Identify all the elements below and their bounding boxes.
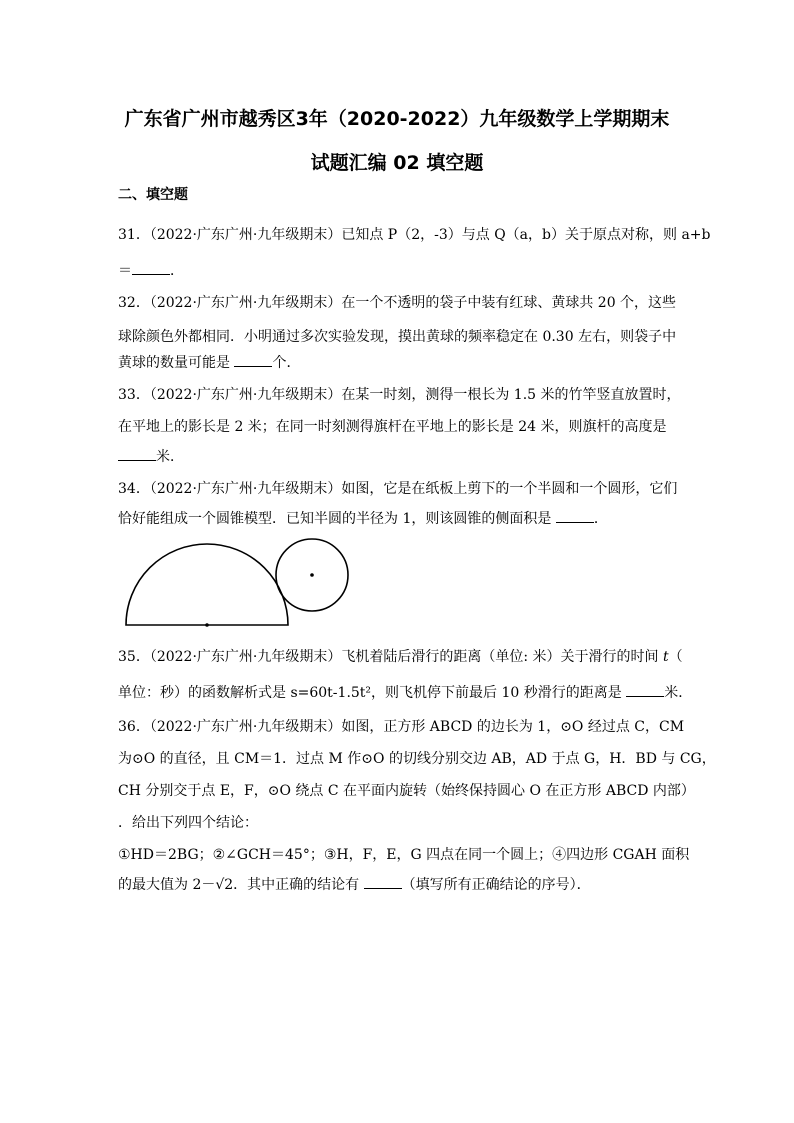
semicircle-and-circle-figure	[118, 530, 358, 630]
q32-line-2: 球除颜色外都相同．小明通过多次实验发现，摸出黄球的频率稳定在 0.30 左右，则袋子中	[118, 329, 677, 345]
semicircle-shape	[126, 544, 288, 625]
q34-line-2	[118, 508, 688, 528]
semicircle-center-dot	[205, 623, 209, 627]
q31-line-2	[118, 260, 688, 280]
q33-line-2: 在平地上的影长是 2 米；在同一时刻测得旗杆在平地上的影长是 24 米，则旗杆的高度是	[118, 419, 667, 435]
q35-line-2	[118, 682, 693, 702]
q32-text: 黄球的数量可能是	[118, 355, 230, 371]
answer-blank[interactable]	[364, 874, 402, 889]
document-title-line-2: 试题汇编 02 填空题	[310, 152, 484, 174]
q35-line-1	[118, 646, 688, 666]
q35-text-2: 单位：秒）的函数解析式是 s=60t-1.5t²，则飞机停下前最后 10 秒滑行的距离是	[118, 685, 622, 701]
q33-line-3	[118, 446, 688, 466]
answer-blank[interactable]	[626, 682, 664, 697]
q36-line-4: ．给出下列四个结论：	[118, 815, 258, 831]
q34-text: 恰好能组成一个圆锥模型．已知半圆的半径为 1，则该圆锥的侧面积是	[118, 511, 552, 527]
answer-blank[interactable]	[556, 508, 594, 523]
q33-line-1: 33．（2022·广东广州·九年级期末）在某一时刻，测得一根长为 1.5 米的竹竿竖直放置时，	[118, 387, 681, 403]
q31-equals: ＝	[118, 263, 132, 279]
q32-line-3	[118, 352, 688, 372]
answer-blank[interactable]	[132, 260, 170, 275]
q34-line-1: 34．（2022·广东广州·九年级期末）如图，它是在纸板上剪下的一个半圆和一个圆形，它们	[118, 481, 678, 497]
q36-end: （填写所有正确结论的序号）．	[401, 877, 591, 893]
q36-line-1: 36．（2022·广东广州·九年级期末）如图，正方形 ABCD 的边长为 1，⊙O 经过点 C，CM	[118, 719, 685, 735]
q33-end: 米．	[156, 449, 184, 465]
q35-text: 35．（2022·广东广州·九年级期末）飞机着陆后滑行的距离（单位: 米）关于滑行的时间	[118, 649, 663, 665]
q31-end: ．	[170, 263, 184, 279]
q35-end: 米．	[664, 685, 693, 701]
q32-end: 个．	[272, 355, 301, 371]
section-heading: 二、填空题	[118, 187, 188, 203]
q36-line-3: CH 分别交于点 E，F，⊙O 绕点 C 在平面内旋转（始终保持圆心 O 在正方形 ABCD 内部）	[118, 783, 695, 799]
q35-paren: （	[668, 649, 683, 665]
q34-end: ．	[593, 511, 608, 527]
q32-line-1: 32．（2022·广东广州·九年级期末）在一个不透明的袋子中装有红球、黄球共 20 个，这些	[118, 295, 677, 311]
q36-line-5: ①HD＝2BG；②∠GCH＝45°；③H，F，E，G 四点在同一个圆上；④四边形 CGAH 面积	[118, 847, 690, 863]
circle-center-dot	[310, 573, 314, 577]
answer-blank[interactable]	[234, 352, 272, 367]
q35-var-t: t	[662, 649, 669, 665]
q36-text: 的最大值为 2－√2．其中正确的结论有	[118, 877, 360, 893]
q36-line-2: 为⊙O 的直径，且 CM＝1．过点 M 作⊙O 的切线分别交边 AB，AD 于点 G，H．BD 与 CG，	[118, 751, 716, 767]
q36-line-6	[118, 874, 688, 894]
answer-blank[interactable]	[118, 446, 156, 461]
document-title-line-1: 广东省广州市越秀区3年（2020-2022）九年级数学上学期期末	[124, 108, 670, 130]
q31-line-1: 31．（2022·广东广州·九年级期末）已知点 P（2，-3）与点 Q（a，b）关于原点对称，则 a+b	[118, 227, 711, 243]
